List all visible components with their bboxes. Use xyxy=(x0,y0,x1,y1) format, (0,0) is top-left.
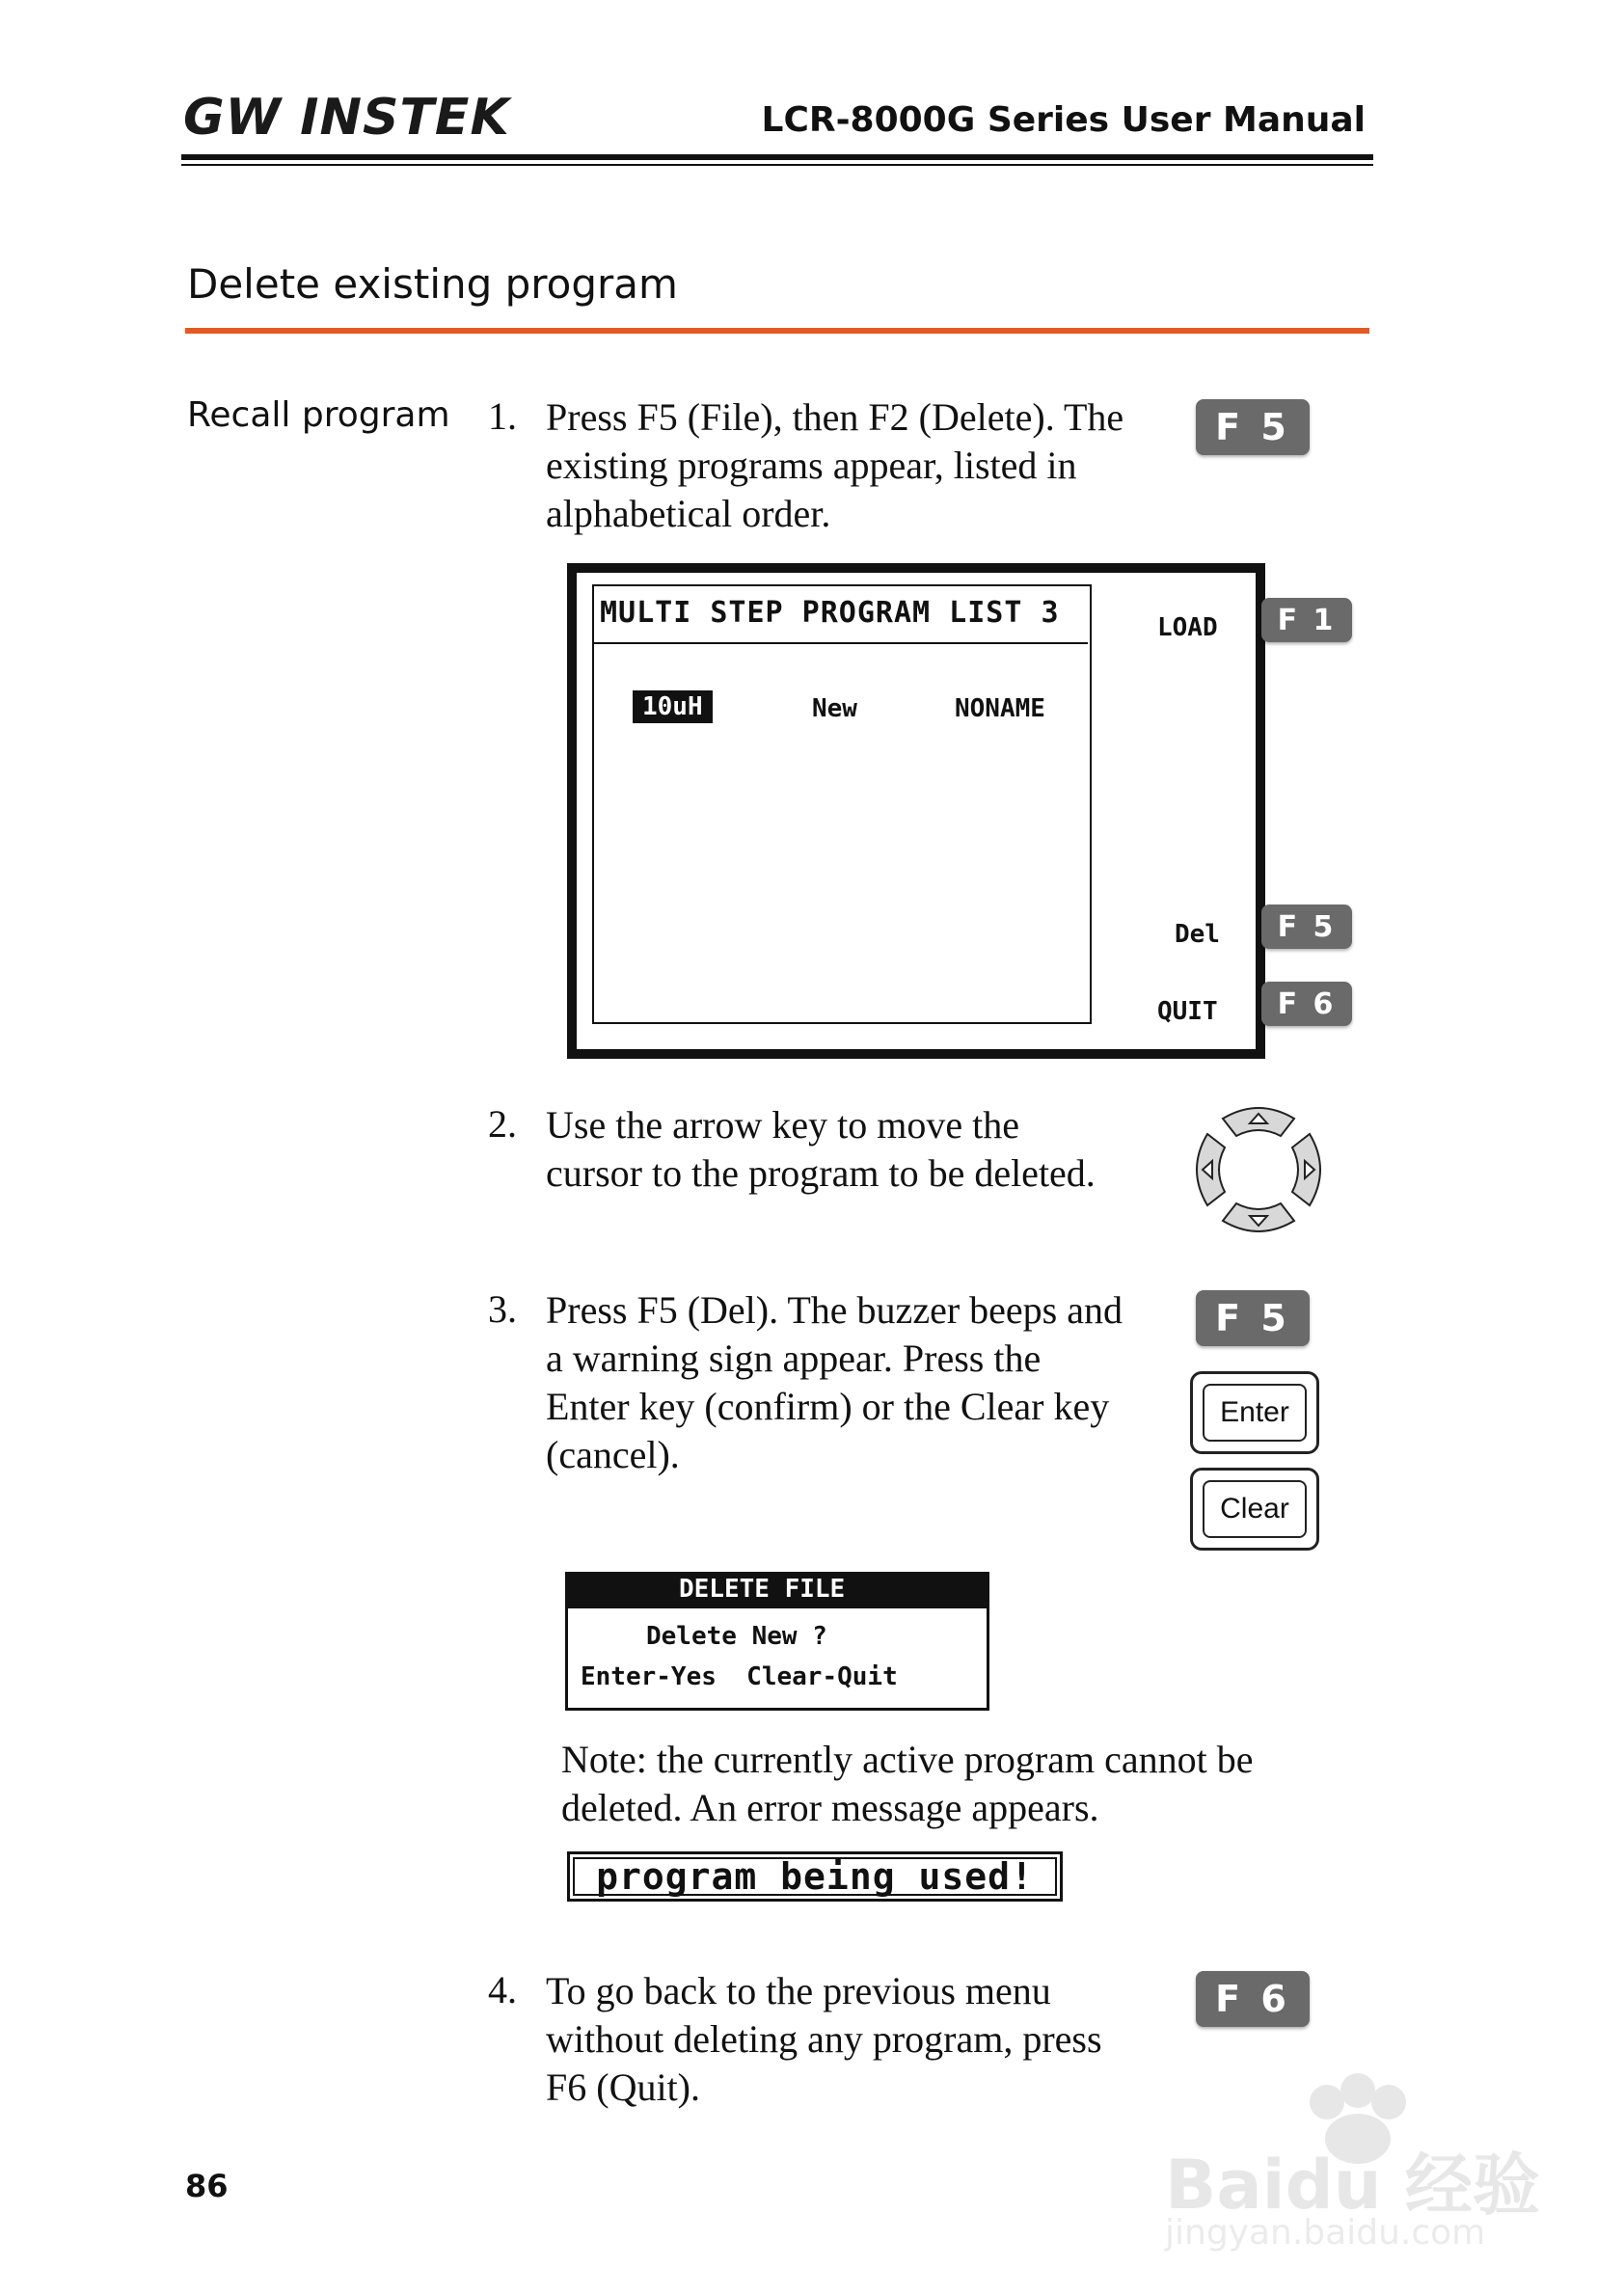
enter-key[interactable] xyxy=(1190,1371,1319,1454)
header-rule xyxy=(181,154,1373,160)
header-rule-thin xyxy=(181,164,1373,166)
step-3-number: 3. xyxy=(488,1287,517,1331)
arrow-keypad-icon[interactable] xyxy=(1186,1097,1331,1242)
enter-key-label: Enter xyxy=(1203,1384,1307,1442)
note-line-2: deleted. An error message appears. xyxy=(561,1786,1099,1829)
step-3-line-2: a warning sign appear. Press the xyxy=(546,1336,1042,1380)
f5-key[interactable]: F 5 xyxy=(1261,904,1352,949)
step-2-number: 2. xyxy=(488,1102,517,1146)
section-rule xyxy=(185,328,1369,334)
clear-key[interactable] xyxy=(1190,1468,1319,1551)
step-4-line-2: without deleting any program, press xyxy=(546,2017,1102,2061)
f6-key[interactable]: F 6 xyxy=(1196,1971,1310,2027)
softkey-label-quit: QUIT xyxy=(1157,997,1218,1026)
softkey-label-load: LOAD xyxy=(1157,613,1218,642)
step-4-line-3: F6 (Quit). xyxy=(546,2066,700,2109)
note-text xyxy=(561,1736,1362,1832)
softkey-label-del: Del xyxy=(1175,920,1220,949)
step-4-number: 4. xyxy=(488,1968,517,2012)
step-2-line-1: Use the arrow key to move the xyxy=(546,1103,1019,1147)
error-message-box xyxy=(567,1851,1063,1902)
f6-key[interactable]: F 6 xyxy=(1261,982,1352,1026)
dialog-title: DELETE FILE xyxy=(679,1575,846,1604)
page-number: 86 xyxy=(185,2168,229,2204)
brand-logo: GW INSTEK xyxy=(183,89,510,147)
lcd-title: MULTI STEP PROGRAM LIST 3 xyxy=(600,596,1060,630)
step-1-line-2: existing programs appear, listed in xyxy=(546,444,1077,487)
watermark-brand: Baidu 经验 xyxy=(1165,2146,1540,2225)
step-1-line-1: Press F5 (File), then F2 (Delete). The xyxy=(546,395,1124,439)
lcd-list-panel xyxy=(592,584,1092,1024)
note-line-1: Note: the currently active program cannot be xyxy=(561,1738,1254,1781)
step-1-number: 1. xyxy=(488,394,517,438)
lcd-item-label: 10uH xyxy=(633,690,713,723)
step-3-line-4: (cancel). xyxy=(546,1433,680,1476)
manual-title: LCR-8000G Series User Manual xyxy=(761,100,1366,140)
step-3-line-1: Press F5 (Del). The buzzer beeps and xyxy=(546,1288,1123,1332)
dialog-message: Delete New ? xyxy=(646,1622,827,1651)
step-2-line-2: cursor to the program to be deleted. xyxy=(546,1151,1096,1195)
step-2-text xyxy=(546,1101,1096,1198)
dialog-options: Enter-Yes Clear-Quit xyxy=(581,1662,898,1691)
f5-key[interactable]: F 5 xyxy=(1196,1290,1310,1346)
step-1-text xyxy=(546,393,1123,538)
lcd-item-selected[interactable] xyxy=(633,692,713,721)
f1-key[interactable]: F 1 xyxy=(1261,598,1352,642)
watermark-url: jingyan.baidu.com xyxy=(1165,2213,1486,2253)
lcd-item[interactable]: New xyxy=(812,694,857,723)
step-4-line-1: To go back to the previous menu xyxy=(546,1969,1051,2012)
f5-key[interactable]: F 5 xyxy=(1196,399,1310,455)
baidu-watermark xyxy=(1165,2064,1570,2256)
section-title: Delete existing program xyxy=(187,260,678,308)
clear-key-label: Clear xyxy=(1203,1480,1307,1538)
lcd-item[interactable]: NONAME xyxy=(955,694,1045,723)
step-4-text xyxy=(546,1967,1102,2112)
step-3-text xyxy=(546,1286,1123,1479)
side-label: Recall program xyxy=(187,395,450,435)
step-3-line-3: Enter key (confirm) or the Clear key xyxy=(546,1385,1110,1428)
step-1-line-3: alphabetical order. xyxy=(546,492,831,535)
error-message: program being used! xyxy=(573,1857,1057,1896)
